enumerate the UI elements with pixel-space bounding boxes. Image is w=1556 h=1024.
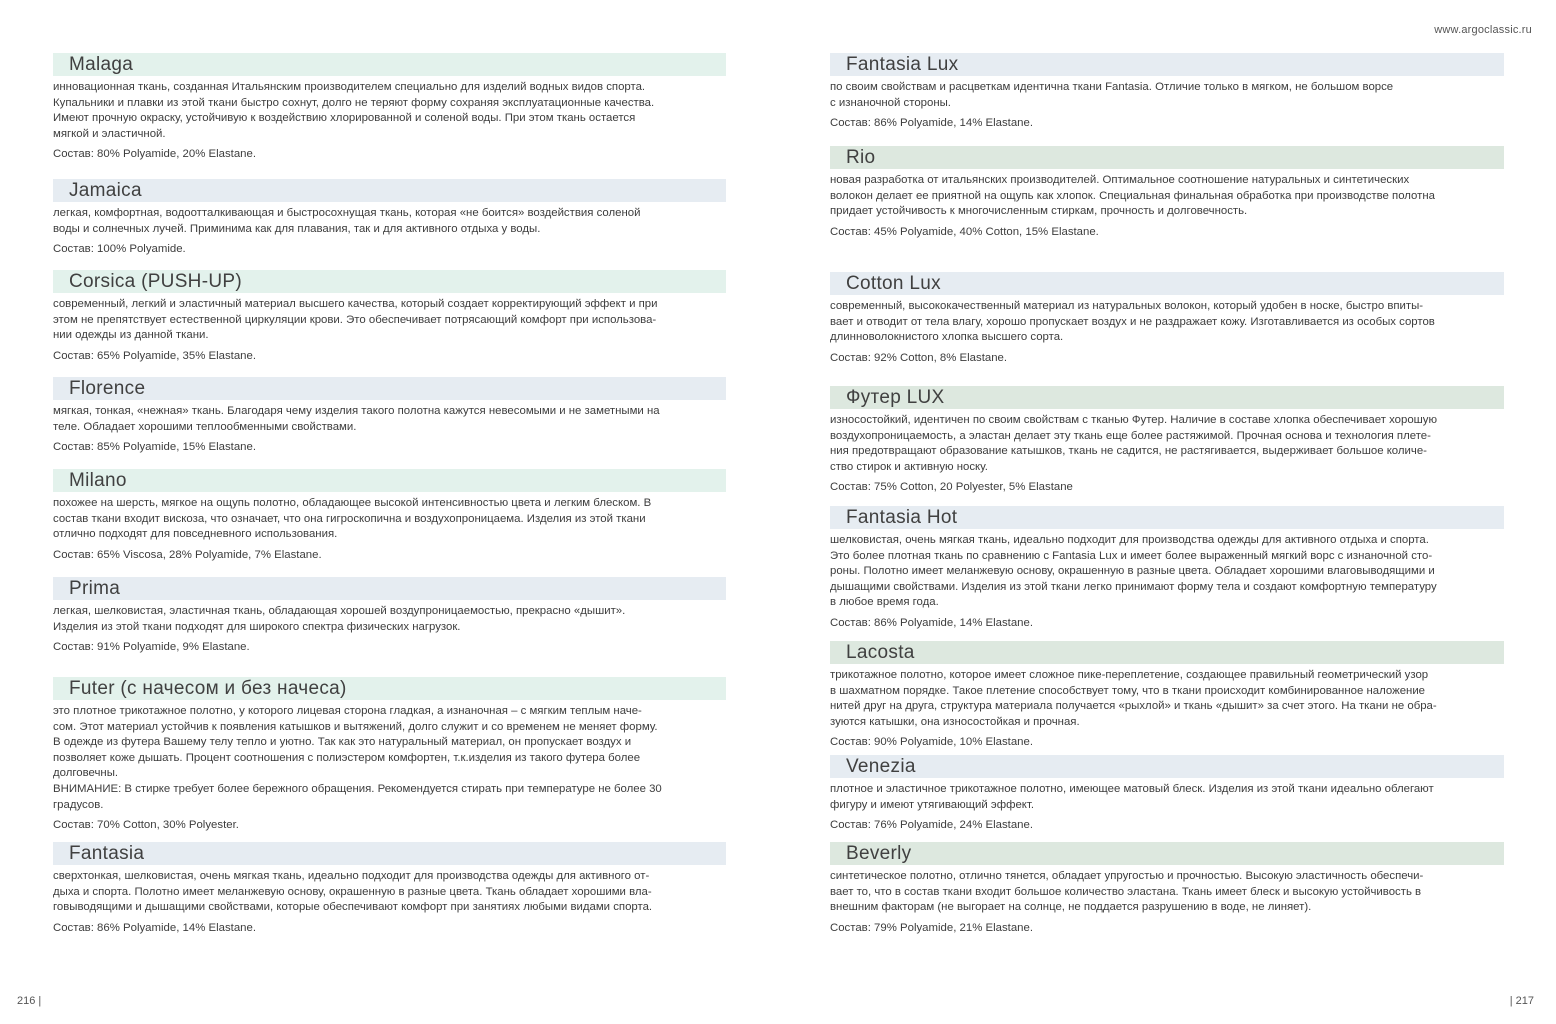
fabric-title: Futer (с начесом и без начеса)	[53, 677, 726, 700]
fabric-description: новая разработка от итальянских производителей. Оптимальное соотношение натуральных и синтетических волокон делает ее приятной на ощупь как хлопок. Специальная финальная обработка при производстве полотна придает устойчивость к многочисленным стиркам, прочность и долговечность.	[830, 174, 1435, 218]
fabric-entry-malaga	[53, 53, 726, 162]
fabric-description: шелковистая, очень мягкая ткань, идеально подходит для производства одежды для активного отдыха и спорта. Это более плотная ткань по сравнению с Fantasia Lux и имеет более выраженный мягкий ворс с изнаночной сто- роны. Полотно имеет меланжевую основу, окрашенную в разные цвета. Обладает хорошими влаговыводящими и дышащими свойствами. Изделия из этой ткани легко принимают форму тела и создают комфортную температуру в любое время года.	[830, 534, 1437, 609]
fabric-description: по своим свойствам и расцветкам идентична ткани Fantasia. Отличие только в мягком, не большом ворсе с изнаночной стороны.	[830, 81, 1394, 109]
fabric-composition: Состав: 76% Polyamide, 24% Elastane.	[830, 819, 1033, 832]
fabric-entry-futer-lux	[830, 386, 1504, 495]
fabric-description: плотное и эластичное трикотажное полотно, имеющее матовый блеск. Изделия из этой ткани идеально облегают фигуру и имеют утягивающий эффект.	[830, 783, 1434, 811]
fabric-entry-cotton-lux	[830, 272, 1504, 366]
fabric-title: Jamaica	[53, 179, 726, 202]
fabric-entry-fantasia-lux	[830, 53, 1504, 131]
fabric-title: Venezia	[830, 755, 1504, 778]
fabric-entry-corsica	[53, 270, 726, 364]
fabric-entry-prima	[53, 577, 726, 655]
fabric-title: Lacosta	[830, 641, 1504, 664]
fabric-title: Fantasia Lux	[830, 53, 1504, 76]
fabric-description: легкая, шелковистая, эластичная ткань, обладающая хорошей воздупроницаемостью, прекрасно «дышит». Изделия из этой ткани подходят для широкого спектра физических нагрузок.	[53, 605, 626, 633]
fabric-entry-lacosta	[830, 641, 1504, 750]
fabric-description: трикотажное полотно, которое имеет сложное пике-переплетение, создающее правильный геометрический узор в шахматном порядке. Такое плетение способствует тому, что в ткани происходит комбинированное наложение нитей друг на друга, структура материала получается «рыхлой» и ткань «дышит» за счет этого. На ткани не обра- зуются катышки, она износостойкая и прочная.	[830, 669, 1437, 728]
fabric-title: Fantasia Hot	[830, 506, 1504, 529]
fabric-title: Prima	[53, 577, 726, 600]
fabric-composition: Состав: 65% Polyamide, 35% Elastane.	[53, 349, 256, 362]
fabric-composition: Состав: 86% Polyamide, 14% Elastane.	[53, 921, 256, 934]
fabric-entry-florence	[53, 377, 726, 455]
site-url[interactable]: www.argoclassic.ru	[1434, 24, 1532, 36]
fabric-entry-beverly	[830, 842, 1504, 936]
fabric-title: Beverly	[830, 842, 1504, 865]
fabric-title: Футер LUX	[830, 386, 1504, 409]
page-number-right: | 217	[1509, 995, 1534, 1007]
fabric-entry-rio	[830, 146, 1504, 240]
fabric-title: Rio	[830, 146, 1504, 169]
page-number-left: 216 |	[17, 995, 42, 1007]
fabric-title: Malaga	[53, 53, 726, 76]
fabric-composition: Состав: 45% Polyamide, 40% Cotton, 15% Elastane.	[830, 225, 1099, 238]
fabric-description: сверхтонкая, шелковистая, очень мягкая ткань, идеально подходит для производства одежды для активного от- дыха и спорта. Полотно имеет меланжевую основу, окрашенную в разные цвета. Ткань обладает хорошими вла- говыводящими и дышащими свойствами, которые обеспечивают комфорт при занятиях любыми видами спорта.	[53, 870, 653, 914]
fabric-composition: Состав: 70% Cotton, 30% Polyester.	[53, 819, 239, 832]
fabric-composition: Состав: 91% Polyamide, 9% Elastane.	[53, 641, 250, 654]
fabric-composition: Состав: 85% Polyamide, 15% Elastane.	[53, 441, 256, 454]
fabric-entry-milano	[53, 469, 726, 563]
fabric-description: современный, высококачественный материал из натуральных волокон, который удобен в носке, быстро впиты- вает и отводит от тела влагу, хорошо пропускает воздух и не раздражает кожу. Изготавливается из особых сортов длинноволокнистого хлопка высшего сорта.	[830, 300, 1435, 344]
fabric-title: Florence	[53, 377, 726, 400]
fabric-description: мягкая, тонкая, «нежная» ткань. Благодаря чему изделия такого полотна кажутся невесомыми и не заметными на теле. Обладает хорошими теплообменными свойствами.	[53, 405, 660, 433]
fabric-composition: Состав: 92% Cotton, 8% Elastane.	[830, 351, 1008, 364]
fabric-description: современный, легкий и эластичный материал высшего качества, который создает корректирующий эффект и при этом не препятствует естественной циркуляции крови. Это обеспечивает потрясающий комфорт при использова- нии одежды из данной ткани.	[53, 298, 658, 342]
fabric-composition: Состав: 65% Viscosa, 28% Polyamide, 7% Elastane.	[53, 548, 322, 561]
fabric-title: Fantasia	[53, 842, 726, 865]
fabric-entry-fantasia	[53, 842, 726, 936]
fabric-entry-venezia	[830, 755, 1504, 833]
fabric-composition: Состав: 86% Polyamide, 14% Elastane.	[830, 616, 1033, 629]
fabric-composition: Состав: 86% Polyamide, 14% Elastane.	[830, 117, 1033, 130]
fabric-composition: Состав: 80% Polyamide, 20% Elastane.	[53, 148, 256, 161]
fabric-description: легкая, комфортная, водоотталкивающая и быстросохнущая ткань, которая «не боится» воздействия соленой воды и солнечных лучей. Приминима как для плавания, так и для активного отдыха у воды.	[53, 207, 641, 235]
fabric-composition: Состав: 79% Polyamide, 21% Elastane.	[830, 921, 1033, 934]
fabric-composition: Состав: 75% Cotton, 20 Polyester, 5% Elastane	[830, 481, 1073, 494]
fabric-title: Cotton Lux	[830, 272, 1504, 295]
fabric-description: износостойкий, идентичен по своим свойствам с тканью Футер. Наличие в составе хлопка обеспечивает хорошую воздухопроницаемость, а эластан делает эту ткань еще более растяжимой. Прочная основа и технология плете- ния предотвращают образование катышков, ткань не садится, не растягивается, выдерживает большое количе- ство стирок и активную носку.	[830, 414, 1438, 473]
fabric-description: это плотное трикотажное полотно, у которого лицевая сторона гладкая, а изнаночная – с мягким теплым наче- сом. Этот материал устойчив к появления катышков и вытяжений, долго служит и со временем не меняет форму. В одежде из футера Вашему телу тепло и уютно. Так как это натуральный материал, он пропускает воздух и позволяет коже дышать. Процент соотношения с полиэстером комфортен, т.к.изделия из такого футера более долговечны. ВНИМАНИЕ: В стирке требует более бережного обращения. Рекомендуется стирать при температуре не более 30 градусов.	[53, 705, 662, 811]
fabric-composition: Состав: 100% Polyamide.	[53, 243, 186, 256]
fabric-composition: Состав: 90% Polyamide, 10% Elastane.	[830, 736, 1033, 749]
fabric-entry-futer	[53, 677, 726, 833]
fabric-description: похожее на шерсть, мягкое на ощупь полотно, обладающее высокой интенсивностью цвета и легким блеском. В состав ткани входит вискоза, что означает, что она гигроскопична и воздухопроницаема. Изделия из этой ткани отлично подходят для повседневного использования.	[53, 497, 652, 541]
fabric-entry-fantasia-hot	[830, 506, 1504, 631]
fabric-description: инновационная ткань, созданная Итальянским производителем специально для изделий водных видов спорта. Купальники и плавки из этой ткани быстро сохнут, долго не теряют форму сохраняя эксплуатационные качества. Имеют прочную окраску, устойчивую к воздействию хлорированной и соленой воды. При этом ткань остается мягкой и эластичной.	[53, 81, 655, 140]
fabric-description: синтетическое полотно, отлично тянется, обладает упругостью и прочностью. Высокую эластичность обеспечи- вает то, что в состав ткани входит большое количество эластана. Ткань имеет блеск и высокую устойчивость в внешним факторам (не выгорает на солнце, не поддается разрушению в воде, не линяет).	[830, 870, 1424, 914]
fabric-title: Milano	[53, 469, 726, 492]
fabric-entry-jamaica	[53, 179, 726, 257]
fabric-title: Corsica (PUSH-UP)	[53, 270, 726, 293]
